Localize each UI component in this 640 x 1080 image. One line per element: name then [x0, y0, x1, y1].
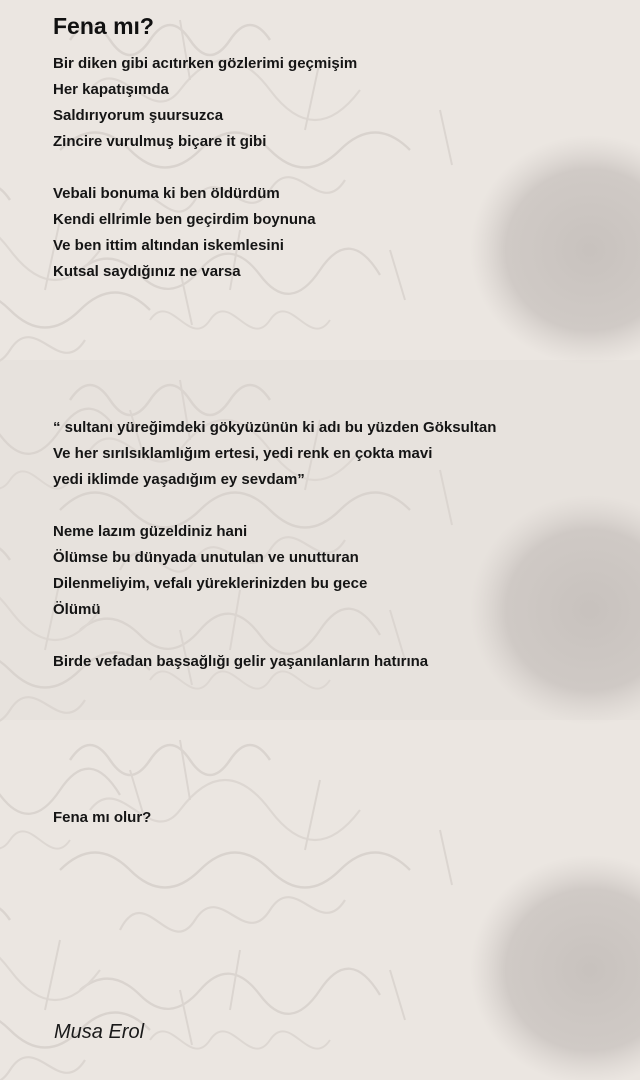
poem-author: Musa Erol	[54, 1021, 145, 1043]
poem-line	[53, 779, 613, 805]
poem-line	[53, 753, 613, 779]
poem-line	[53, 701, 613, 727]
poem-line	[53, 727, 613, 753]
poem-line	[53, 337, 613, 363]
poem-line: Ölümü	[53, 601, 101, 618]
poem-line: Ve ben ittim altından iskemlesini	[53, 237, 284, 254]
poem-line	[53, 311, 613, 337]
poem-line: Saldırıyorum şuursuzca	[53, 107, 224, 124]
poem-line: Kutsal saydığınız ne varsa	[53, 263, 241, 280]
poem-line: Fena mı olur?	[53, 809, 152, 826]
poem-title: Fena mı?	[53, 13, 154, 39]
poem-line: Ölümse bu dünyada unutulan ve unutturan	[53, 549, 359, 566]
poem-line	[53, 285, 613, 311]
poem-line: yedi iklimde yaşadığım ey sevdam”	[53, 471, 305, 488]
poem-line: Bir diken gibi acıtırken gözlerimi geçmişim	[53, 55, 358, 72]
poem-line: Birde vefadan başsağlığı gelir yaşanılanların hatırına	[53, 653, 429, 670]
poem-line	[53, 155, 613, 181]
poem-line	[53, 623, 613, 649]
poem-line	[53, 363, 613, 389]
poem-body	[53, 51, 613, 831]
poem-line: Zincire vurulmuş biçare it gibi	[53, 133, 267, 150]
poem-line: Kendi ellrimle ben geçirdim boynuna	[53, 211, 316, 228]
poem-line	[53, 493, 613, 519]
poem-line: “ sultanı yüreğimdeki gökyüzünün ki adı bu yüzden Göksultan	[53, 419, 497, 436]
poem-line: Vebali bonuma ki ben öldürdüm	[53, 185, 280, 202]
poem-line: Dilenmeliyim, vefalı yüreklerinizden bu gece	[53, 575, 368, 592]
poem-line	[53, 675, 613, 701]
poem-line: Ve her sırılsıklamlığım ertesi, yedi renk en çokta mavi	[53, 445, 433, 462]
poem-line: Her kapatışımda	[53, 81, 169, 98]
poem-line	[53, 389, 613, 415]
poem-line: Neme lazım güzeldiniz hani	[53, 523, 248, 540]
